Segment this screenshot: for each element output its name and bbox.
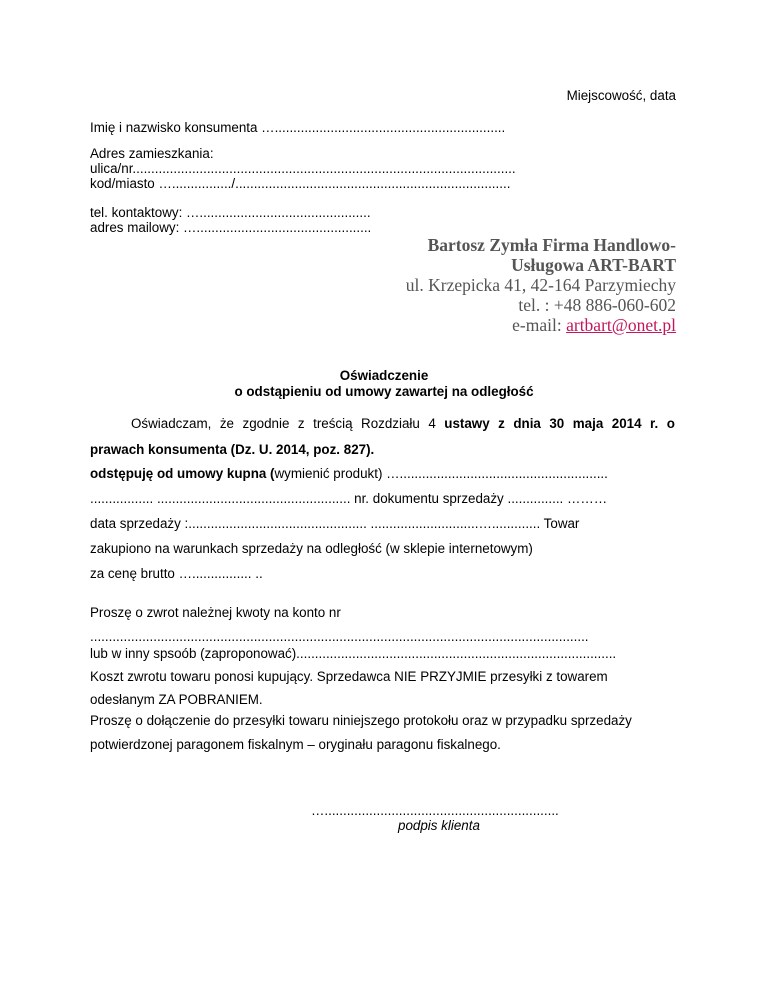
- word: zgodnie: [242, 416, 290, 431]
- city-line: kod/miasto …................/..........................................................................: [90, 176, 511, 191]
- phone-line: tel. kontaktowy: …..............................................: [90, 205, 371, 220]
- signature-dots: …...............................................................: [311, 803, 559, 818]
- consumer-name-line: Imię i nazwisko konsumenta …..............................................................: [90, 120, 506, 135]
- seller-email-label: e-mail:: [512, 315, 567, 335]
- seller-email-link[interactable]: artbart@onet.pl: [566, 315, 676, 335]
- seller-address: ul. Krzepicka 41, 42-164 Parzymiechy: [405, 275, 676, 295]
- withdraw-line: [90, 466, 608, 481]
- word: Oświadczam,: [131, 416, 212, 431]
- cod-line: odesłanym ZA POBRANIEM.: [90, 692, 263, 707]
- word: ustawy: [444, 416, 490, 431]
- word: 4: [428, 416, 436, 431]
- withdraw-rest: wymienić produkt) …........................................................: [274, 466, 608, 481]
- word: Rozdziału: [361, 416, 420, 431]
- sale-date-line: data sprzedaży :................................................ .............................…............. Towar: [90, 516, 580, 531]
- signature-label: podpis klienta: [398, 818, 480, 833]
- seller-email-row: [406, 315, 676, 335]
- withdraw-bold: odstępuję od umowy kupna (: [90, 466, 275, 481]
- seller-block: [406, 235, 676, 335]
- word: z: [297, 416, 305, 431]
- email-line: adres mailowy: …...............................................: [90, 220, 372, 235]
- word: treścią: [313, 416, 353, 431]
- statement-line-1: [131, 416, 675, 431]
- attachment-line: Proszę o dołączenie do przesyłki towaru niniejszego protokołu oraz w przypadku sprzedaży: [90, 713, 632, 728]
- street-line: ulica/nr.......................................................................................................: [90, 161, 516, 176]
- place-date: Miejscowość, data: [566, 88, 676, 103]
- document-title: Oświadczenie: [339, 368, 429, 383]
- word: dnia: [513, 416, 541, 431]
- purchase-terms-line: zakupiono na warunkach sprzedaży na odległość (w sklepie internetowym): [90, 541, 533, 556]
- word: maja: [572, 416, 604, 431]
- receipt-line: potwierdzonej paragonem fiskalnym – oryginału paragonu fiskalnego.: [90, 737, 501, 752]
- account-dots-line: ......................................................................................................................................: [90, 629, 589, 644]
- refund-account-line: Proszę o zwrot należnej kwoty na konto nr: [90, 605, 341, 620]
- return-cost-line: Koszt zwrotu towaru ponosi kupujący. Sprzedawca NIE PRZYJMIE przesyłki z towarem: [90, 669, 608, 684]
- statement-line-2: [90, 442, 374, 457]
- gross-price-line: za cenę brutto …................ ..: [90, 566, 263, 581]
- word: r.: [650, 416, 659, 431]
- address-label: Adres zamieszkania:: [90, 146, 214, 161]
- law-reference: prawach konsumenta (Dz. U. 2014, poz. 827).: [90, 442, 375, 457]
- word: o: [666, 416, 675, 431]
- word: 30: [549, 416, 565, 431]
- seller-name-1: Bartosz Zymła Firma Handlowo-: [427, 235, 676, 255]
- document-number-line: ................. .................................................... nr. dokumentu sprzedaży ............... ………: [90, 491, 608, 506]
- word: że: [219, 416, 235, 431]
- word: 2014: [611, 416, 642, 431]
- document-subtitle: o odstąpieniu od umowy zawartej na odległość: [234, 384, 534, 399]
- seller-name-2: Usługowa ART-BART: [511, 255, 676, 275]
- seller-phone: tel. : +48 886-060-602: [518, 295, 676, 315]
- word: z: [498, 416, 505, 431]
- other-method-line: lub w inny spsoób (zaproponować)......................................................................................: [90, 646, 617, 661]
